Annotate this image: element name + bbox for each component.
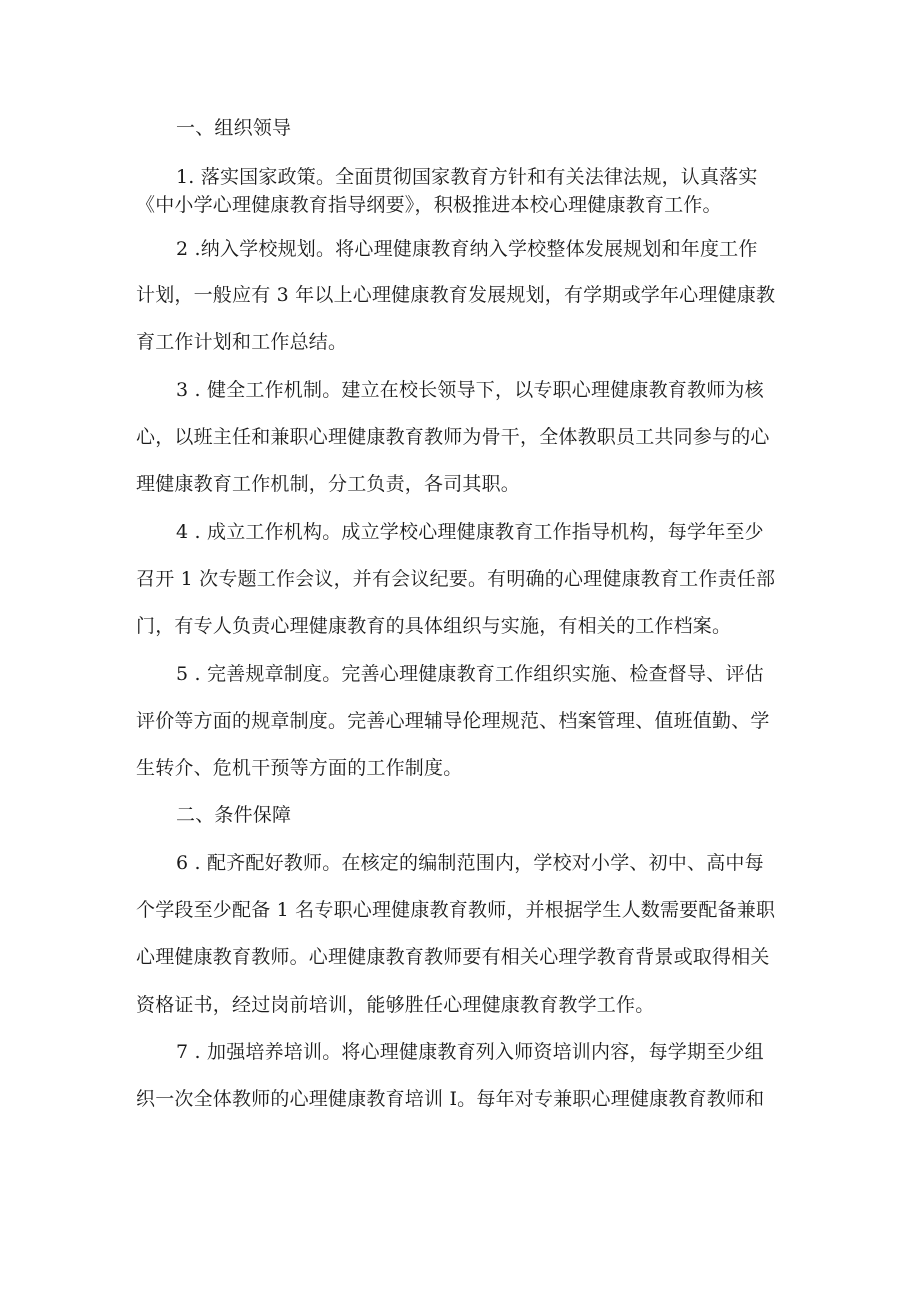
paragraph-line: 生转介、危机干预等方面的工作制度。 <box>136 757 463 779</box>
paragraph-line: 召开 1 次专题工作会议，并有会议纪要。有明确的心理健康教育工作责任部 <box>136 568 776 590</box>
paragraph-line: 7 . 加强培养培训。将心理健康教育列入师资培训内容，每学期至少组 <box>176 1041 764 1063</box>
paragraph-line: 6 . 配齐配好教师。在核定的编制范围内，学校对小学、初中、高中每 <box>176 852 764 874</box>
section-heading: 一、组织领导 <box>176 117 292 139</box>
paragraph-line: 3 . 健全工作机制。建立在校长领导下，以专职心理健康教育教师为核 <box>176 379 764 401</box>
paragraph-line: 理健康教育工作机制，分工负责，各司其职。 <box>136 473 521 495</box>
paragraph-line: 心理健康教育教师。心理健康教育教师要有相关心理学教育背景或取得相关 <box>136 946 770 968</box>
paragraph-line: 《中小学心理健康教育指导纲要》，积极推进本校心理健康教育工作。 <box>136 194 722 216</box>
paragraph-line: 1. 落实国家政策。全面贯彻国家教育方针和有关法律法规，认真落实 <box>176 166 758 188</box>
paragraph-line: 4 . 成立工作机构。成立学校心理健康教育工作指导机构，每学年至少 <box>176 521 764 543</box>
section-heading: 二、条件保障 <box>176 804 292 826</box>
paragraph-line: 门，有专人负责心理健康教育的具体组织与实施，有相关的工作档案。 <box>136 615 732 637</box>
paragraph-line: 5 . 完善规章制度。完善心理健康教育工作组织实施、检查督导、评估 <box>176 663 764 685</box>
paragraph-line: 资格证书，经过岗前培训，能够胜任心理健康教育教学工作。 <box>136 994 655 1016</box>
paragraph-line: 个学段至少配备 1 名专职心理健康教育教师，并根据学生人数需要配备兼职 <box>136 899 776 921</box>
paragraph-line: 计划，一般应有 3 年以上心理健康教育发展规划，有学期或学年心理健康教 <box>136 284 776 306</box>
paragraph-line: 织一次全体教师的心理健康教育培训 I。每年对专兼职心理健康教育教师和 <box>136 1088 765 1110</box>
paragraph-line: 评价等方面的规章制度。完善心理辅导伦理规范、档案管理、值班值勤、学 <box>136 710 770 732</box>
paragraph-line: 育工作计划和工作总结。 <box>136 331 348 353</box>
paragraph-line: 2 .纳入学校规划。将心理健康教育纳入学校整体发展规划和年度工作 <box>176 238 758 260</box>
paragraph-line: 心，以班主任和兼职心理健康教育教师为骨干，全体教职员工共同参与的心 <box>136 426 770 448</box>
